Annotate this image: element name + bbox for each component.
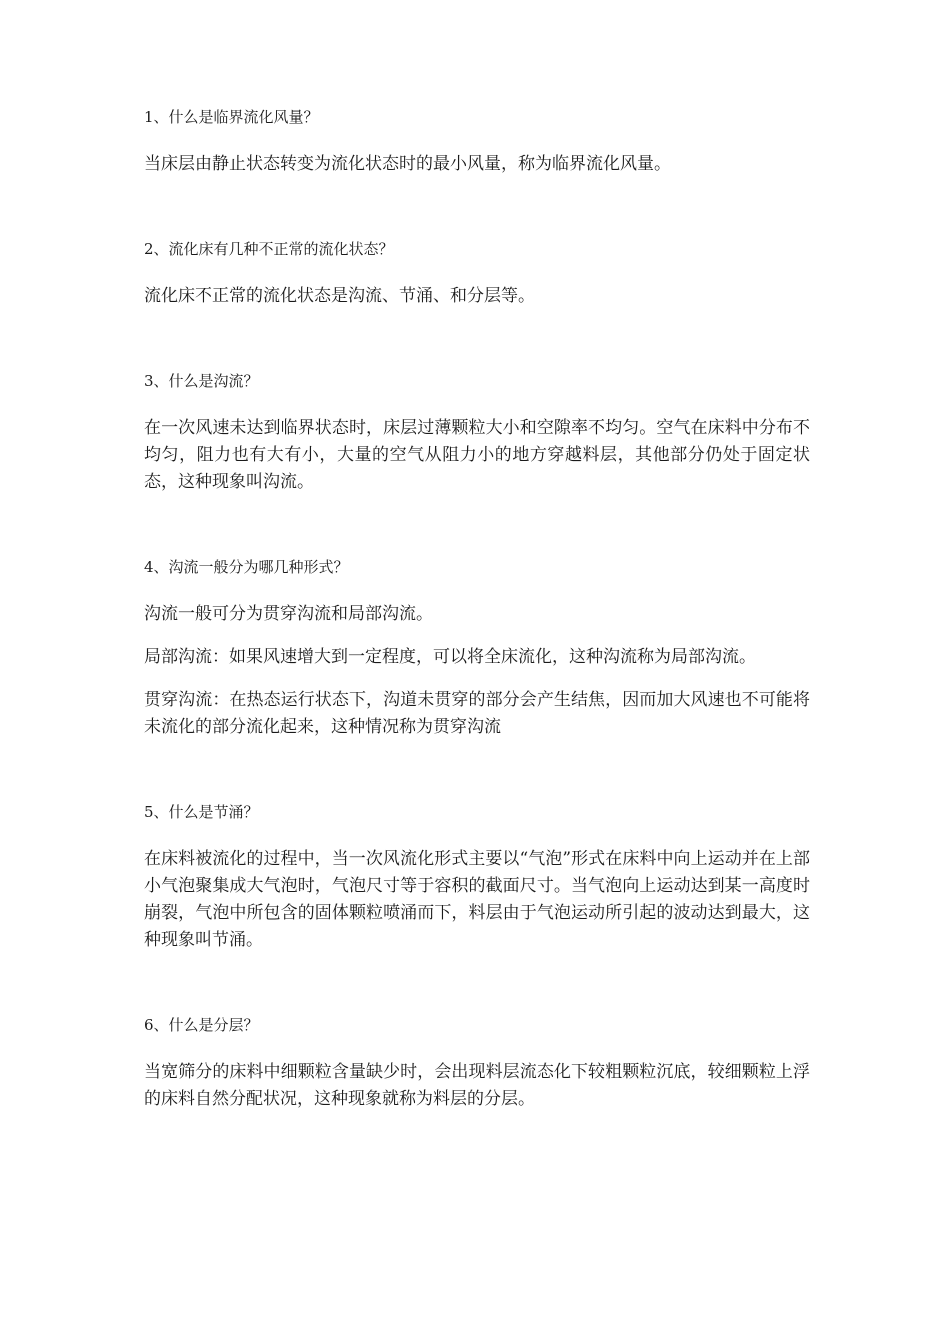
- question-1: 1、什么是临界流化风量？: [144, 108, 319, 126]
- answer-3: 在一次风速未达到临界状态时，床层过薄颗粒大小和空隙率不均匀。空气在床料中分布不均匀，阻力也有大有小，大量的空气从阻力小的地方穿越料层，其他部分仍处于固定状态，这种现象叫沟流。: [144, 418, 810, 492]
- qa-item-3: [144, 368, 810, 496]
- answer-2: 流化床不正常的流化状态是沟流、节涌、和分层等。: [144, 286, 535, 306]
- qa-item-4: [144, 554, 810, 741]
- answer-4-local-channeling: 局部沟流：如果风速增大到一定程度，可以将全床流化，这种沟流称为局部沟流。: [144, 647, 756, 667]
- question-3: 3、什么是沟流？: [144, 372, 259, 390]
- question-6: 6、什么是分层？: [144, 1016, 259, 1034]
- question-5: 5、什么是节涌？: [144, 803, 259, 821]
- answer-6: 当宽筛分的床料中细颗粒含量缺少时，会出现料层流态化下较粗颗粒沉底，较细颗粒上浮的床料自然分配状况，这种现象就称为料层的分层。: [144, 1062, 810, 1109]
- qa-item-2: [144, 236, 810, 310]
- answer-1: 当床层由静止状态转变为流化状态时的最小风量，称为临界流化风量。: [144, 154, 671, 174]
- qa-item-6: [144, 1012, 810, 1113]
- qa-item-5: [144, 799, 810, 954]
- document-page: [144, 104, 810, 1113]
- qa-item-1: [144, 104, 810, 178]
- question-4: 4、沟流一般分为哪几种形式？: [144, 558, 349, 576]
- answer-5: 在床料被流化的过程中，当一次风流化形式主要以“气泡”形式在床料中向上运动并在上部小气泡聚集成大气泡时，气泡尺寸等于容积的截面尺寸。当气泡向上运动达到某一高度时崩裂，气泡中所包含的固体颗粒喷涌而下，料层由于气泡运动所引起的波动达到最大，这种现象叫节涌。: [144, 849, 810, 950]
- question-2: 2、流化床有几种不正常的流化状态？: [144, 240, 394, 258]
- answer-4-intro: 沟流一般可分为贯穿沟流和局部沟流。: [144, 604, 433, 624]
- answer-4-through-channeling: 贯穿沟流：在热态运行状态下，沟道未贯穿的部分会产生结焦，因而加大风速也不可能将未流化的部分流化起来，这种情况称为贯穿沟流: [144, 690, 810, 737]
